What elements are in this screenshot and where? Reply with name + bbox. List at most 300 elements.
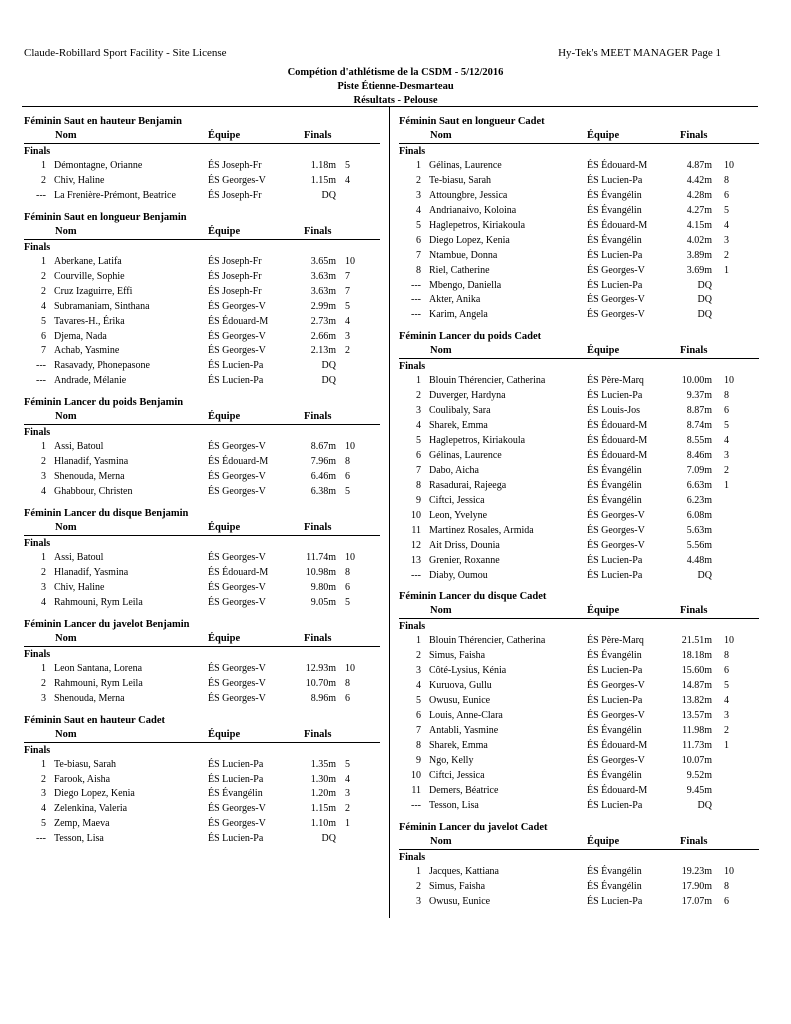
result-row: [399, 753, 759, 768]
result-points: 3: [345, 788, 350, 800]
athlete-team: ÉS Georges-V: [208, 803, 266, 815]
column-header-finals: Finals: [304, 522, 332, 533]
result-mark: 3.63m: [310, 270, 336, 282]
result-row: [24, 358, 380, 373]
event-title: Féminin Lancer du disque Cadet: [399, 591, 547, 603]
result-points: 8: [724, 650, 729, 662]
result-place: 1: [41, 441, 46, 453]
result-mark: 7.09m: [686, 464, 712, 476]
result-mark: 11.74m: [306, 552, 336, 563]
license-text: Claude-Robillard Sport Facility - Site License: [24, 47, 227, 59]
result-points: 6: [345, 692, 350, 704]
athlete-name: Gélinas, Laurence: [429, 160, 502, 171]
athlete-team: ÉS Lucien-Pa: [587, 569, 643, 581]
athlete-team: ÉS Georges-V: [587, 509, 645, 521]
result-row: [24, 299, 380, 314]
event-section: [24, 713, 380, 847]
result-points: 2: [724, 249, 729, 261]
result-mark: 9.52m: [686, 769, 712, 781]
athlete-name: La Frenière-Prémont, Beatrice: [54, 189, 176, 201]
result-row: [399, 248, 759, 263]
result-place: 1: [41, 758, 46, 770]
result-points: 1: [345, 818, 350, 830]
result-row: [24, 343, 380, 358]
result-points: 5: [345, 486, 350, 498]
result-mark: 2.66m: [310, 330, 336, 342]
athlete-team: ÉS Évangélin: [587, 865, 642, 877]
athlete-team: ÉS Évangélin: [587, 234, 642, 246]
column-header-name: Nom: [55, 225, 77, 237]
event-title: Féminin Saut en longueur Cadet: [399, 116, 545, 127]
result-row: [399, 538, 759, 553]
column-header-team: Équipe: [208, 728, 241, 740]
result-points: 4: [724, 435, 729, 447]
result-place: 6: [41, 330, 46, 342]
result-row: [399, 403, 759, 418]
athlete-team: ÉS Georges-V: [587, 754, 645, 766]
result-place: 9: [416, 754, 421, 766]
round-label: Finals: [24, 744, 51, 756]
column-header-row: [24, 632, 380, 647]
athlete-name: Ghabbour, Christen: [54, 486, 133, 498]
result-row: [24, 269, 380, 284]
athlete-name: Achab, Yasmine: [54, 345, 120, 357]
athlete-team: ÉS Édouard-M: [208, 456, 269, 468]
athlete-name: Simus, Faisha: [429, 880, 486, 892]
result-mark: 1.10m: [310, 818, 336, 830]
result-row: [24, 329, 380, 344]
result-points: 3: [724, 450, 729, 461]
result-place: ---: [411, 309, 421, 321]
round-label: Finals: [24, 538, 51, 549]
event-section: [399, 820, 759, 909]
result-place: 11: [411, 524, 421, 536]
result-row: [399, 307, 759, 322]
result-row: [399, 879, 759, 894]
result-row: [399, 278, 759, 293]
column-header-name: Nom: [430, 130, 452, 141]
athlete-name: Leon Santana, Lorena: [54, 662, 143, 674]
result-place: 2: [41, 174, 46, 186]
athlete-name: Kuruova, Gullu: [429, 680, 492, 692]
result-mark: 10.70m: [305, 677, 336, 689]
event-title: Féminin Lancer du javelot Benjamin: [24, 618, 190, 630]
athlete-team: ÉS Lucien-Pa: [587, 554, 643, 566]
event-section: [24, 395, 380, 499]
result-place: 2: [41, 270, 46, 282]
result-row: [24, 801, 380, 816]
result-points: 4: [724, 695, 729, 707]
result-place: 3: [41, 581, 46, 593]
result-mark: 11.73m: [682, 740, 712, 751]
athlete-team: ÉS Lucien-Pa: [587, 249, 643, 261]
result-mark: DQ: [697, 799, 712, 811]
column-header-name: Nom: [430, 345, 452, 357]
athlete-team: ÉS Lucien-Pa: [587, 895, 643, 907]
athlete-team: ÉS Édouard-M: [587, 420, 648, 432]
result-mark: DQ: [321, 833, 336, 845]
result-points: 5: [345, 596, 350, 608]
result-mark: 2.99m: [310, 300, 336, 312]
result-row: [399, 263, 759, 278]
result-place: 4: [41, 486, 46, 498]
athlete-team: ÉS Évangélin: [587, 494, 642, 506]
result-points: 7: [345, 285, 350, 297]
event-title: Féminin Lancer du poids Cadet: [399, 331, 542, 343]
result-place: 7: [416, 725, 421, 737]
result-mark: 14.87m: [681, 680, 712, 692]
result-row: [399, 433, 759, 448]
result-points: 3: [345, 330, 350, 342]
column-header-row: [399, 835, 759, 850]
round-label: Finals: [24, 241, 51, 253]
athlete-team: ÉS Georges-V: [208, 471, 266, 483]
result-points: 5: [345, 300, 350, 312]
athlete-team: ÉS Édouard-M: [208, 315, 269, 327]
result-row: [24, 439, 380, 454]
athlete-team: ÉS Édouard-M: [587, 435, 648, 447]
result-mark: 18.18m: [681, 650, 712, 662]
result-row: [24, 565, 380, 580]
column-header-row: [399, 604, 759, 619]
result-mark: 2.13m: [310, 345, 336, 357]
result-points: 6: [724, 895, 729, 907]
athlete-name: Demers, Béatrice: [429, 784, 499, 796]
result-place: 2: [416, 650, 421, 662]
athlete-name: Mbengo, Daniella: [429, 279, 502, 291]
result-place: 1: [416, 160, 421, 171]
result-points: 6: [345, 581, 350, 593]
result-place: 2: [416, 880, 421, 892]
athlete-team: ÉS Évangélin: [587, 769, 642, 781]
column-header-team: Équipe: [587, 130, 620, 141]
athlete-name: Rasavady, Phonepasone: [54, 360, 150, 372]
athlete-name: Tesson, Lisa: [54, 833, 104, 845]
athlete-name: Martinez Rosales, Armida: [429, 524, 534, 536]
athlete-name: Ntambue, Donna: [429, 249, 498, 261]
result-place: 9: [416, 494, 421, 506]
result-points: 8: [724, 174, 729, 186]
result-place: 4: [416, 680, 421, 692]
result-place: 2: [416, 174, 421, 186]
result-place: 12: [411, 539, 421, 551]
athlete-name: Cruz Izaguirre, Effi: [54, 285, 133, 297]
athlete-name: Tavares-H., Érika: [54, 315, 125, 327]
athlete-team: ÉS Évangélin: [587, 204, 642, 216]
athlete-team: ÉS Lucien-Pa: [208, 758, 264, 770]
column-header-row: [399, 129, 759, 144]
result-row: [399, 173, 759, 188]
result-mark: 10.00m: [681, 375, 712, 387]
result-mark: 4.15m: [686, 219, 712, 231]
athlete-name: Djema, Nada: [54, 330, 107, 342]
athlete-team: ÉS Georges-V: [208, 552, 266, 563]
result-row: [399, 218, 759, 233]
athlete-team: ÉS Édouard-M: [587, 784, 648, 796]
athlete-team: ÉS Joseph-Fr: [208, 160, 262, 171]
event-title: Féminin Lancer du disque Benjamin: [24, 508, 189, 519]
athlete-name: Farook, Aisha: [54, 773, 111, 785]
result-mark: 9.80m: [310, 581, 336, 593]
column-header-row: [24, 521, 380, 536]
result-mark: 4.42m: [686, 174, 712, 186]
athlete-name: Akter, Anika: [429, 294, 481, 306]
column-header-team: Équipe: [587, 605, 620, 617]
result-row: [399, 633, 759, 648]
athlete-name: Ciftci, Jessica: [429, 769, 485, 781]
result-points: 10: [724, 160, 734, 171]
athlete-name: Coulibaly, Sara: [429, 405, 491, 417]
round-label: Finals: [24, 146, 51, 157]
athlete-name: Diego Lopez, Kenia: [54, 788, 135, 800]
event-section: [399, 114, 759, 322]
result-points: 3: [724, 234, 729, 246]
result-mark: 6.23m: [686, 494, 712, 506]
result-row: [399, 783, 759, 798]
result-points: 4: [345, 174, 350, 186]
athlete-team: ÉS Georges-V: [587, 710, 645, 722]
athlete-name: Ait Driss, Dounia: [429, 539, 500, 551]
result-row: [399, 203, 759, 218]
athlete-name: Aberkane, Latifa: [54, 255, 122, 267]
result-place: 4: [416, 204, 421, 216]
result-mark: DQ: [321, 189, 336, 201]
athlete-name: Hlanadif, Yasmina: [54, 456, 129, 468]
result-points: 2: [724, 725, 729, 737]
result-mark: 9.05m: [310, 596, 336, 608]
athlete-name: Diego Lopez, Kenia: [429, 234, 510, 246]
result-place: 8: [416, 479, 421, 491]
result-points: 2: [724, 464, 729, 476]
result-points: 10: [724, 375, 734, 387]
athlete-name: Andrade, Mélanie: [54, 375, 127, 387]
result-mark: DQ: [697, 569, 712, 581]
athlete-name: Leon, Yvelyne: [429, 509, 488, 521]
result-mark: 4.02m: [686, 234, 712, 246]
event-title: Féminin Lancer du poids Benjamin: [24, 397, 184, 409]
result-points: 1: [724, 740, 729, 751]
result-place: 1: [41, 255, 46, 267]
result-place: 2: [41, 456, 46, 468]
athlete-team: ÉS Georges-V: [208, 581, 266, 593]
athlete-team: ÉS Joseph-Fr: [208, 189, 262, 201]
result-points: 10: [724, 635, 734, 647]
column-header-team: Équipe: [208, 225, 241, 237]
result-place: 1: [416, 865, 421, 877]
athlete-team: ÉS Georges-V: [208, 441, 266, 453]
event-section: [399, 589, 759, 812]
result-mark: 3.63m: [310, 285, 336, 297]
result-points: 1: [724, 479, 729, 491]
result-mark: 8.87m: [686, 405, 712, 417]
result-row: [399, 233, 759, 248]
result-mark: 3.69m: [686, 264, 712, 276]
result-mark: 1.35m: [310, 758, 336, 770]
athlete-team: ÉS Joseph-Fr: [208, 270, 262, 282]
athlete-team: ÉS Lucien-Pa: [587, 279, 643, 291]
result-row: [24, 786, 380, 801]
athlete-name: Duverger, Hardyna: [429, 390, 506, 402]
result-mark: 1.30m: [310, 773, 336, 785]
result-row: [399, 768, 759, 783]
result-place: 5: [416, 219, 421, 231]
result-place: 6: [416, 710, 421, 722]
result-place: 5: [416, 435, 421, 447]
athlete-team: ÉS Édouard-M: [587, 450, 648, 461]
result-mark: 1.15m: [310, 803, 336, 815]
athlete-name: Zelenkina, Valeria: [54, 803, 128, 815]
athlete-team: ÉS Père-Marq: [587, 375, 644, 387]
result-row: [399, 373, 759, 388]
column-header-team: Équipe: [208, 522, 241, 533]
athlete-team: ÉS Georges-V: [208, 692, 266, 704]
result-row: [399, 693, 759, 708]
athlete-team: ÉS Georges-V: [587, 539, 645, 551]
result-place: 2: [41, 285, 46, 297]
event-section: [24, 617, 380, 706]
result-place: ---: [411, 569, 421, 581]
result-row: [24, 158, 380, 173]
athlete-name: Te-biasu, Sarah: [54, 758, 117, 770]
athlete-team: ÉS Georges-V: [208, 174, 266, 186]
column-header-team: Équipe: [208, 632, 241, 644]
result-mark: 7.96m: [310, 456, 336, 468]
result-place: 3: [41, 471, 46, 483]
athlete-name: Jacques, Kattiana: [429, 865, 499, 877]
result-points: 8: [345, 456, 350, 468]
event-title: Féminin Saut en hauteur Cadet: [24, 714, 165, 726]
result-mark: 9.45m: [686, 784, 712, 796]
result-mark: 6.38m: [310, 486, 336, 498]
athlete-name: Démontagne, Orianne: [54, 160, 143, 171]
result-row: [399, 738, 759, 753]
result-place: ---: [36, 375, 46, 387]
athlete-team: ÉS Lucien-Pa: [208, 833, 264, 845]
column-header-finals: Finals: [304, 130, 332, 141]
result-row: [399, 648, 759, 663]
result-row: [399, 418, 759, 433]
result-place: 7: [416, 464, 421, 476]
athlete-team: ÉS Évangélin: [587, 479, 642, 491]
athlete-name: Antabli, Yasmine: [429, 725, 499, 737]
result-mark: 4.28m: [686, 189, 712, 201]
result-mark: 8.55m: [686, 435, 712, 447]
result-points: 8: [724, 880, 729, 892]
result-mark: 13.57m: [681, 710, 712, 722]
athlete-name: Riel, Catherine: [429, 264, 490, 276]
result-mark: 2.73m: [310, 315, 336, 327]
result-mark: 5.56m: [686, 539, 712, 551]
athlete-name: Sharek, Emma: [429, 740, 488, 751]
result-mark: 11.98m: [682, 725, 712, 737]
round-label: Finals: [399, 361, 426, 373]
result-mark: 8.74m: [686, 420, 712, 432]
athlete-name: Owusu, Eunice: [429, 695, 491, 707]
athlete-team: ÉS Georges-V: [587, 309, 645, 321]
athlete-name: Chiv, Haline: [54, 174, 105, 186]
result-place: ---: [36, 833, 46, 845]
result-place: 1: [41, 662, 46, 674]
result-points: 10: [345, 662, 355, 674]
column-header-finals: Finals: [304, 632, 332, 644]
athlete-name: Karim, Angela: [429, 309, 488, 321]
result-mark: 8.67m: [310, 441, 336, 453]
result-row: [399, 292, 759, 307]
result-place: 10: [411, 769, 421, 781]
result-points: 6: [724, 189, 729, 201]
result-mark: 10.98m: [305, 566, 336, 578]
column-header-name: Nom: [55, 130, 77, 141]
athlete-team: ÉS Lucien-Pa: [587, 695, 643, 707]
result-row: [399, 568, 759, 583]
athlete-name: Sharek, Emma: [429, 420, 488, 432]
section-title: Résultats - Pelouse: [353, 95, 438, 106]
result-mark: 12.93m: [305, 662, 336, 674]
column-header-finals: Finals: [304, 411, 332, 423]
result-place: 3: [416, 405, 421, 417]
athlete-name: Simus, Faisha: [429, 650, 486, 662]
athlete-name: Tesson, Lisa: [429, 799, 479, 811]
athlete-team: ÉS Évangélin: [587, 880, 642, 892]
event-title: Féminin Saut en longueur Benjamin: [24, 211, 187, 223]
result-mark: 6.63m: [686, 479, 712, 491]
result-row: [399, 678, 759, 693]
result-place: 2: [41, 566, 46, 578]
column-header-name: Nom: [430, 835, 452, 847]
column-header-finals: Finals: [680, 835, 708, 847]
result-place: 5: [416, 695, 421, 707]
athlete-team: ÉS Georges-V: [208, 677, 266, 689]
column-header-row: [24, 225, 380, 240]
athlete-team: ÉS Évangélin: [587, 189, 642, 201]
athlete-team: ÉS Édouard-M: [587, 740, 648, 751]
column-header-finals: Finals: [304, 225, 332, 237]
result-mark: 6.08m: [686, 509, 712, 521]
column-header-finals: Finals: [680, 345, 708, 357]
result-place: 4: [41, 803, 46, 815]
result-points: 2: [345, 803, 350, 815]
result-place: 7: [41, 345, 46, 357]
result-place: 2: [41, 677, 46, 689]
result-row: [399, 894, 759, 909]
athlete-name: Assi, Batoul: [54, 441, 104, 453]
result-place: ---: [411, 294, 421, 306]
athlete-name: Attoungbre, Jessica: [429, 189, 508, 201]
athlete-team: ÉS Lucien-Pa: [208, 360, 264, 372]
column-header-row: [24, 728, 380, 743]
result-row: [24, 284, 380, 299]
result-place: 10: [411, 509, 421, 521]
software-page-label: Hy-Tek's MEET MANAGER Page 1: [558, 47, 721, 59]
athlete-name: Andrianaivo, Koloina: [429, 204, 517, 216]
column-header-name: Nom: [55, 632, 77, 644]
athlete-name: Haglepetros, Kiriakoula: [429, 219, 526, 231]
result-points: 8: [724, 390, 729, 402]
athlete-team: ÉS Évangélin: [208, 788, 263, 800]
athlete-team: ÉS Joseph-Fr: [208, 285, 262, 297]
left-results-column: [24, 114, 380, 853]
result-row: [24, 550, 380, 565]
result-row: [399, 798, 759, 813]
result-place: 7: [416, 249, 421, 261]
result-row: [24, 314, 380, 329]
athlete-name: Zemp, Maeva: [54, 818, 110, 830]
result-place: 2: [41, 773, 46, 785]
result-mark: 1.18m: [310, 160, 336, 171]
result-place: ---: [411, 279, 421, 291]
result-place: 5: [41, 315, 46, 327]
result-place: ---: [36, 189, 46, 201]
